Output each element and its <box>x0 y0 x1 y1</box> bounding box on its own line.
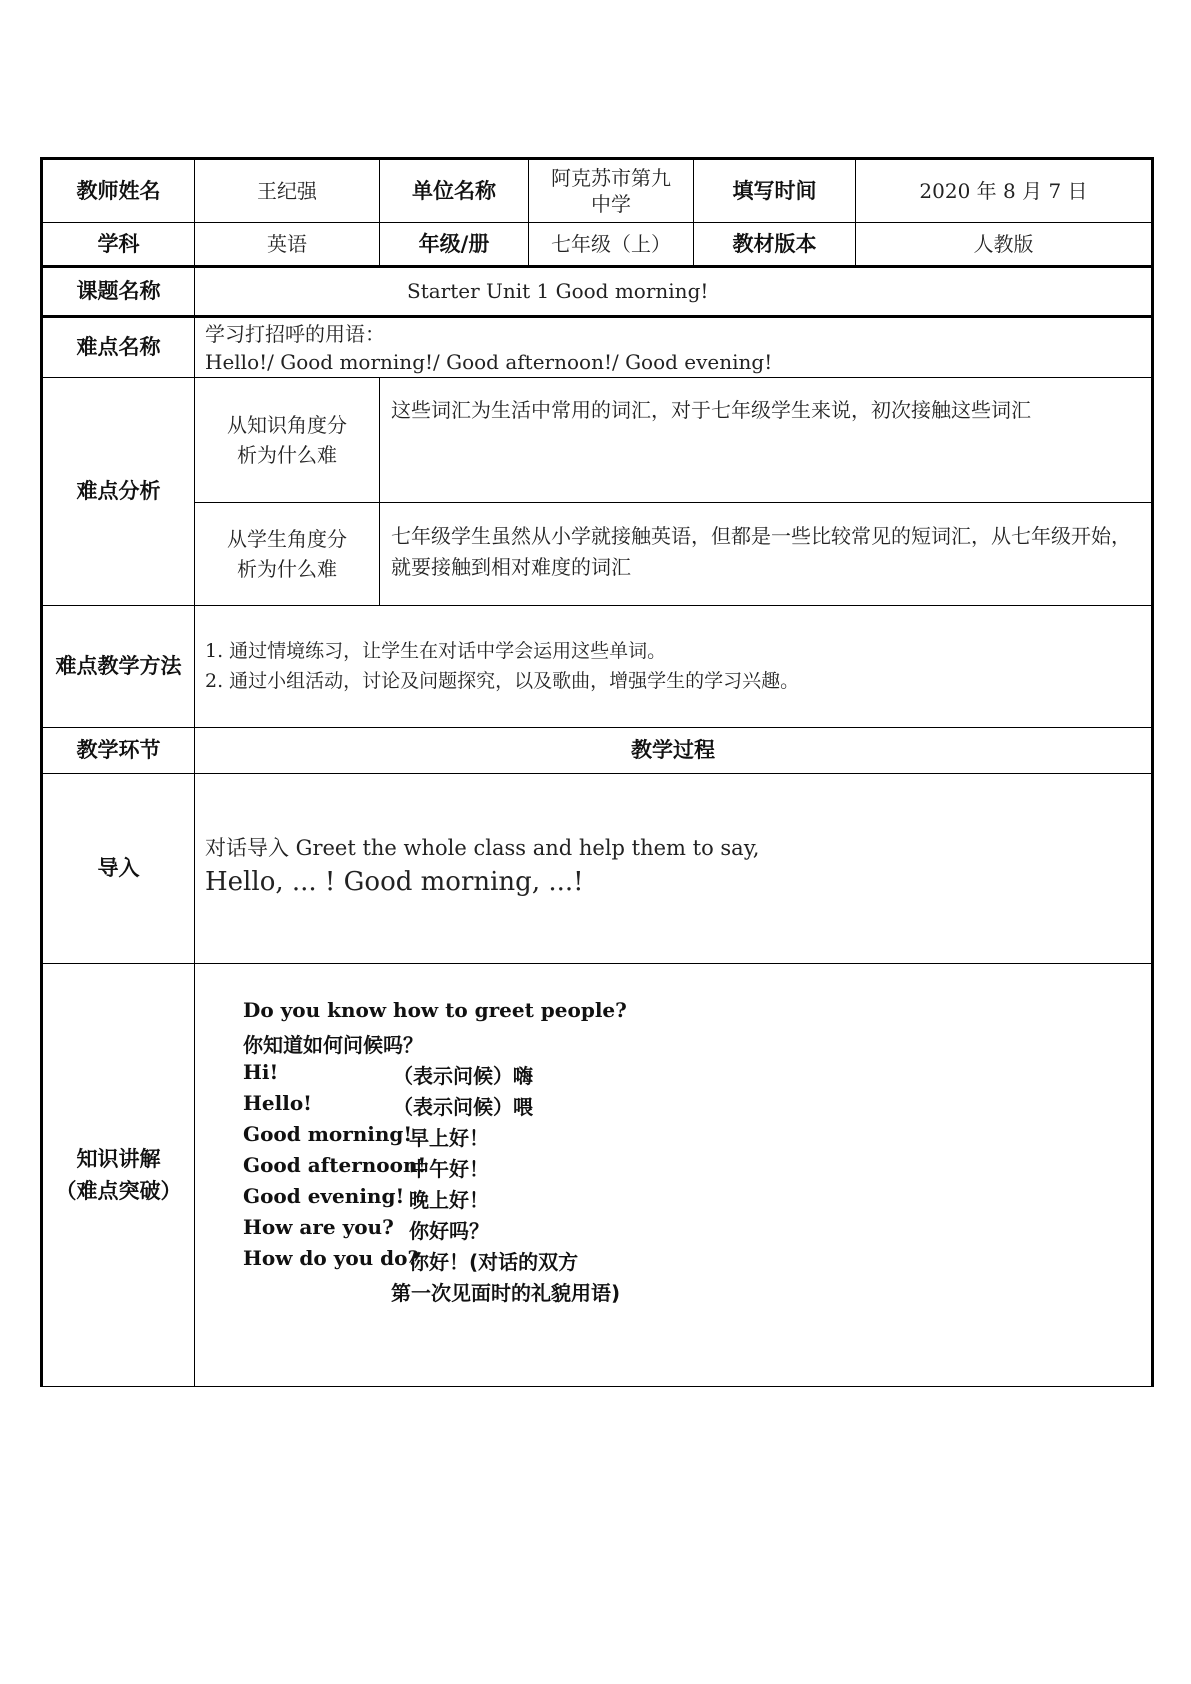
greeting-en: Hello! <box>243 1091 312 1115</box>
difficulty-line: Hello!/ Good morning!/ Good afternoon!/ Good evening! <box>205 349 773 374</box>
greeting-en: Good afternoon! <box>243 1153 427 1177</box>
edition-value: 人教版 <box>973 231 1034 256</box>
question-cn: 你知道如何问候吗？ <box>243 1033 423 1057</box>
knowledge-label <box>43 964 194 1387</box>
method-label: 难点教学方法 <box>55 654 182 679</box>
method-item: 1. 通过情境练习，让学生在对话中学会运用这些单词。 <box>205 640 667 663</box>
subject-label: 学科 <box>97 231 140 256</box>
student-angle-text: 七年级学生虽然从小学就接触英语，但都是一些比较常见的短词汇，从七年级开始，就要接触到相对难度的词汇 <box>391 524 1131 579</box>
greeting-cn: （表示问候）喂 <box>393 1095 533 1119</box>
grade-label: 年级/册 <box>418 231 490 256</box>
difficulty-label: 难点名称 <box>76 335 161 360</box>
knowledge-label-line: （难点突破） <box>55 1178 182 1203</box>
greeting-cn: 晚上好！ <box>409 1188 489 1212</box>
unit-name-value: 阿克苏市第九中学 <box>551 166 671 216</box>
intro-content <box>195 774 1151 963</box>
knowledge-angle-label: 从知识角度分析为什么难 <box>227 413 347 467</box>
greeting-note: 第一次见面时的礼貌用语) <box>391 1281 621 1305</box>
greeting-cn: 你好吗？ <box>409 1219 489 1243</box>
grade-value: 七年级（上） <box>551 231 671 256</box>
greeting-cn: 你好！(对话的双方 <box>409 1250 579 1274</box>
knowledge-angle-text: 这些词汇为生活中常用的词汇，对于七年级学生来说，初次接触这些词汇 <box>391 398 1031 422</box>
greeting-en: How are you? <box>243 1215 394 1239</box>
fill-date-value: 2020 年 8 月 7 日 <box>919 178 1088 203</box>
lesson-plan-table <box>40 157 1154 1387</box>
method-item: 2. 通过小组活动，讨论及问题探究，以及歌曲，增强学生的学习兴趣。 <box>205 669 800 692</box>
fill-date-label: 填写时间 <box>732 178 817 203</box>
intro-label: 导入 <box>97 856 140 881</box>
analysis-label: 难点分析 <box>76 479 161 504</box>
subject-value: 英语 <box>267 231 307 256</box>
unit-name-label: 单位名称 <box>412 178 496 203</box>
question-en: Do you know how to greet people? <box>243 998 627 1022</box>
topic-label: 课题名称 <box>76 279 161 304</box>
knowledge-content <box>243 998 1123 1358</box>
topic-value: Starter Unit 1 Good morning! <box>407 279 709 303</box>
greeting-cn: （表示问候）嗨 <box>393 1064 533 1088</box>
greeting-en: Hi! <box>243 1060 279 1084</box>
teacher-name-label: 教师姓名 <box>76 178 161 203</box>
difficulty-content <box>195 318 1151 377</box>
edition-label: 教材版本 <box>732 231 817 256</box>
teacher-name-value: 王纪强 <box>257 178 317 203</box>
process-header: 教学过程 <box>631 738 715 763</box>
difficulty-line: 学习打招呼的用语： <box>205 321 385 346</box>
greeting-cn: 中午好！ <box>409 1157 489 1181</box>
intro-line: 对话导入 Greet the whole class and help them to say, <box>205 836 760 861</box>
knowledge-label-line: 知识讲解 <box>76 1147 161 1171</box>
student-angle-label: 从学生角度分析为什么难 <box>227 527 347 581</box>
greeting-cn: 早上好！ <box>409 1126 489 1150</box>
greeting-en: Good evening! <box>243 1184 405 1208</box>
row-divider <box>43 963 1151 964</box>
greeting-en: How do you do? <box>243 1246 420 1270</box>
stage-header: 教学环节 <box>76 738 161 763</box>
greeting-en: Good morning! <box>243 1122 413 1146</box>
method-content <box>195 606 1151 727</box>
intro-line: Hello, ... ! Good morning, ...! <box>205 866 584 897</box>
